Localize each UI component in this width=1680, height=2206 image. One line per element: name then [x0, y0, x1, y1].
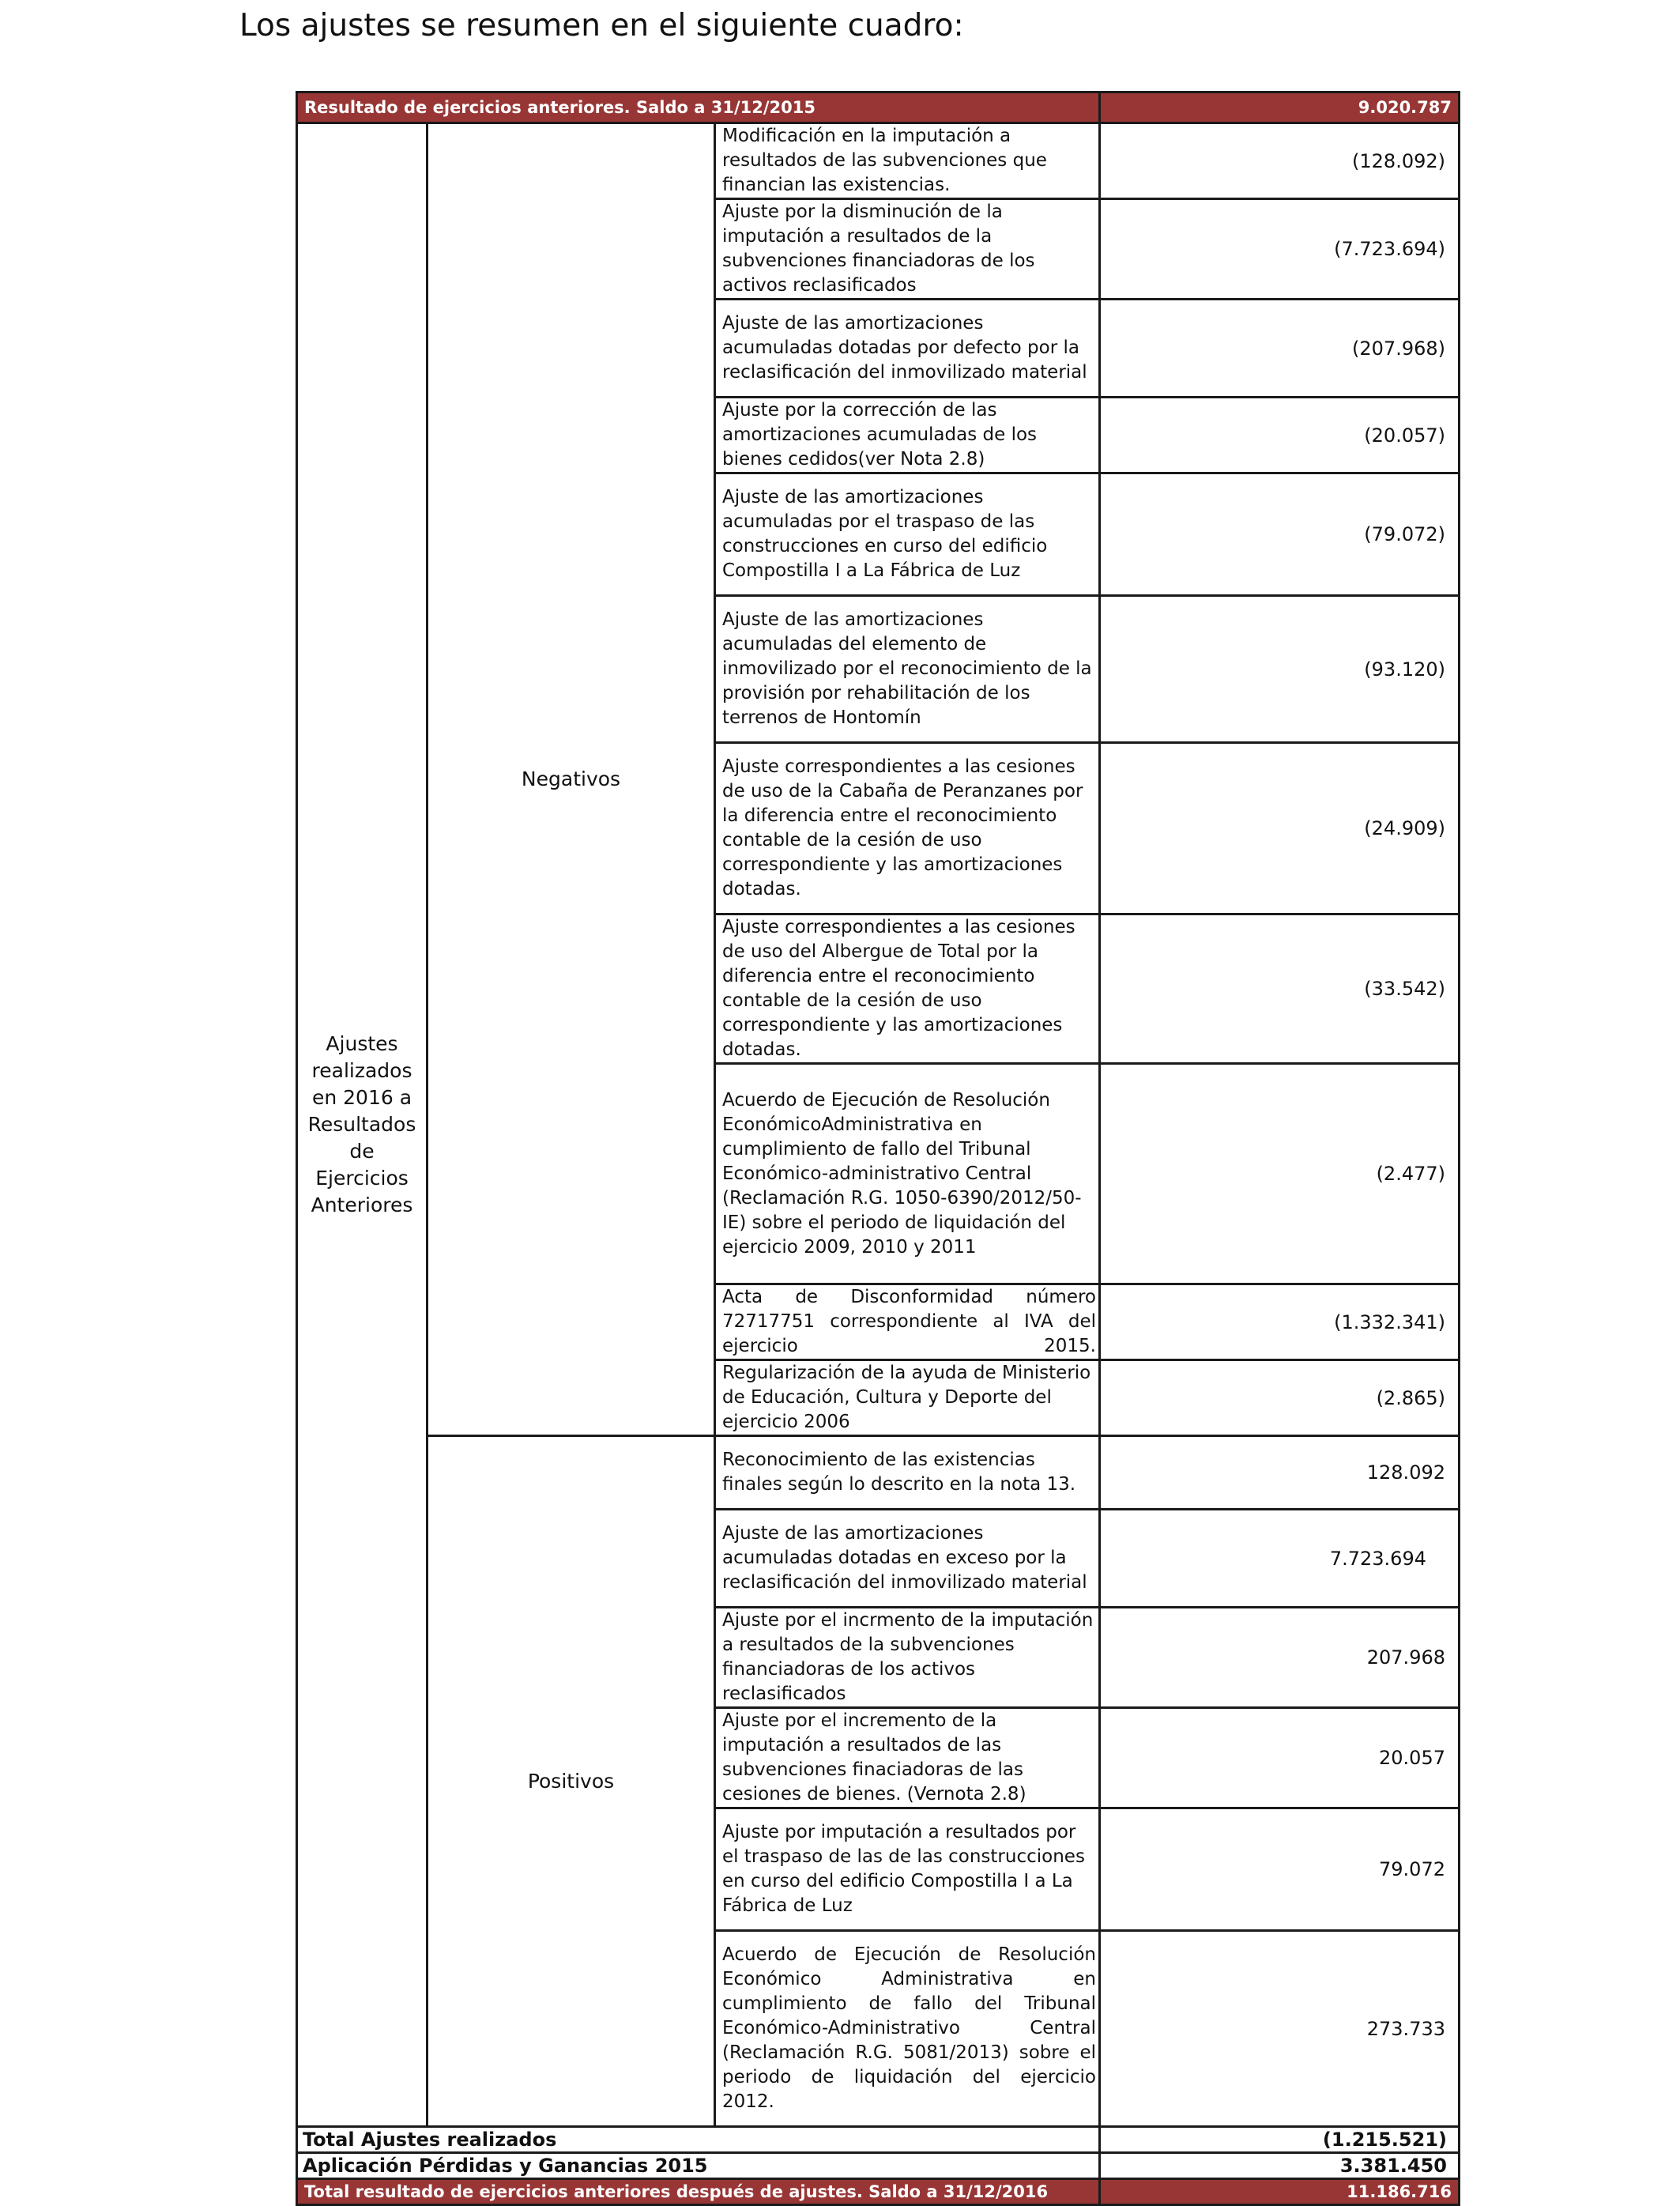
header-value: 9.020.787 [1100, 92, 1460, 123]
positive-adjustment-value: 7.723.694 [1100, 1510, 1460, 1608]
positive-adjustment-description: Ajuste por imputación a resultados por el traspaso de las de las construcciones en curso del edificio Compostilla I a La Fábrica de Luz [715, 1808, 1100, 1931]
negative-adjustment-value: (7.723.694) [1100, 199, 1460, 300]
positive-adjustment-description: Acuerdo de Ejecución de Resolución Económico Administrativa en cumplimiento de fallo del Tribunal Económico-Administrativo Central (Reclamación R.G. 5081/2013) sobre el periodo de liquidación del ejercicio 2012. [715, 1931, 1100, 2127]
positive-adjustment-description: Reconocimiento de las existencias finales según lo descrito en la nota 13. [715, 1436, 1100, 1510]
negative-adjustment-value: (79.072) [1100, 473, 1460, 596]
positive-adjustment-value: 20.057 [1100, 1708, 1460, 1808]
negative-adjustment-description: Ajuste correspondientes a las cesiones de uso de la Cabaña de Peranzanes por la diferencia entre el reconocimiento contable de la cesión de uso correspondiente y las amortizaciones dotadas. [715, 743, 1100, 914]
total-adjustments-label: Total Ajustes realizados [297, 2127, 1100, 2153]
positive-adjustment-value: 128.092 [1100, 1436, 1460, 1510]
positive-adjustment-description: Ajuste por el incremento de la imputación a resultados de las subvenciones finaciadoras de las cesiones de bienes. (Vernota 2.8) [715, 1708, 1100, 1808]
total-adjustments-row [297, 2127, 1460, 2153]
positive-adjustment-row [297, 1436, 1460, 1510]
negative-adjustment-description: Ajuste de las amortizaciones acumuladas del elemento de inmovilizado por el reconocimiento de la provisión por rehabilitación de los terrenos de Hontomín [715, 596, 1100, 743]
negative-section-label: Negativos [428, 123, 715, 1436]
negative-adjustment-description: Acta de Disconformidad número 72717751 correspondiente al IVA del ejercicio 2015. [715, 1284, 1100, 1360]
header-row [297, 92, 1460, 123]
positive-adjustment-value: 207.968 [1100, 1608, 1460, 1708]
negative-adjustment-value: (2.477) [1100, 1064, 1460, 1284]
header-label: Resultado de ejercicios anteriores. Saldo a 31/12/2015 [297, 92, 1100, 123]
footer-label: Total resultado de ejercicios anteriores después de ajustes. Saldo a 31/12/2016 [297, 2179, 1100, 2205]
negative-adjustment-value: (1.332.341) [1100, 1284, 1460, 1360]
positive-adjustment-value: 79.072 [1100, 1808, 1460, 1931]
positive-adjustment-value: 273.733 [1100, 1931, 1460, 2127]
negative-adjustment-description: Modificación en la imputación a resultados de las subvenciones que financian las existencias. [715, 123, 1100, 199]
intro-text: Los ajustes se resumen en el siguiente cuadro: [239, 8, 964, 43]
positive-section-label: Positivos [428, 1436, 715, 2127]
negative-adjustment-value: (93.120) [1100, 596, 1460, 743]
application-label: Aplicación Pérdidas y Ganancias 2015 [297, 2153, 1100, 2179]
negative-adjustment-value: (2.865) [1100, 1360, 1460, 1436]
negative-adjustment-value: (20.057) [1100, 398, 1460, 473]
group-label: Ajustes realizados en 2016 a Resultados de Ejercicios Anteriores [297, 123, 428, 2127]
negative-adjustment-value: (24.909) [1100, 743, 1460, 914]
total-adjustments-value: (1.215.521) [1100, 2127, 1460, 2153]
negative-adjustment-description: Ajuste de las amortizaciones acumuladas por el traspaso de las construcciones en curso del edificio Compostilla I a La Fábrica de Luz [715, 473, 1100, 596]
negative-adjustment-description: Ajuste por la disminución de la imputación a resultados de la subvenciones financiadoras de los activos reclasificados [715, 199, 1100, 300]
footer-value: 11.186.716 [1100, 2179, 1460, 2205]
positive-adjustment-description: Ajuste por el incrmento de la imputación a resultados de la subvenciones financiadoras de los activos reclasificados [715, 1608, 1100, 1708]
negative-adjustment-row [297, 123, 1460, 199]
negative-adjustment-description: Acuerdo de Ejecución de Resolución EconómicoAdministrativa en cumplimiento de fallo del Tribunal Económico-administrativo Central (Reclamación R.G. 1050-6390/2012/50-IE) sobre el periodo de liquidación del ejercicio 2009, 2010 y 2011 [715, 1064, 1100, 1284]
application-value: 3.381.450 [1100, 2153, 1460, 2179]
negative-adjustment-description: Ajuste correspondientes a las cesiones de uso del Albergue de Total por la diferencia entre el reconocimiento contable de la cesión de uso correspondiente y las amortizaciones dotadas. [715, 914, 1100, 1064]
negative-adjustment-description: Ajuste por la corrección de las amortizaciones acumuladas de los bienes cedidos(ver Nota 2.8) [715, 398, 1100, 473]
negative-adjustment-value: (33.542) [1100, 914, 1460, 1064]
adjustments-table [296, 91, 1460, 2206]
positive-adjustment-description: Ajuste de las amortizaciones acumuladas dotadas en exceso por la reclasificación del inmovilizado material [715, 1510, 1100, 1608]
application-row [297, 2153, 1460, 2179]
negative-adjustment-value: (207.968) [1100, 300, 1460, 398]
negative-adjustment-value: (128.092) [1100, 123, 1460, 199]
negative-adjustment-description: Ajuste de las amortizaciones acumuladas dotadas por defecto por la reclasificación del inmovilizado material [715, 300, 1100, 398]
negative-adjustment-description: Regularización de la ayuda de Ministerio de Educación, Cultura y Deporte del ejercicio 2006 [715, 1360, 1100, 1436]
footer-row [297, 2179, 1460, 2205]
